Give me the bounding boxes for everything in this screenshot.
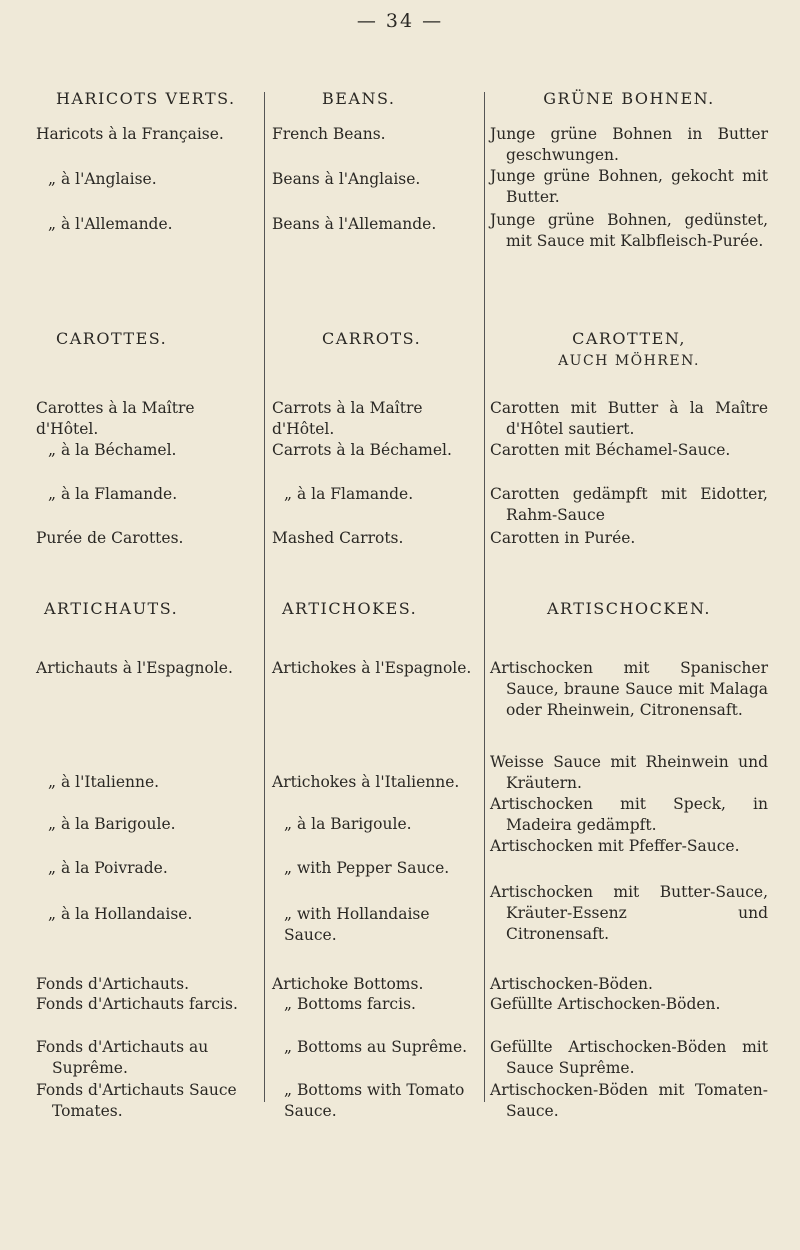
menu-item: „ à la Béchamel. [48,441,177,459]
section-heading: ARTISCHOCKEN. [546,599,712,618]
menu-item: Artischocken-Böden mit Tomaten-Sauce. [490,1081,768,1120]
column-divider [484,92,485,1102]
page-number: — 34 — [356,10,444,32]
menu-item: „ à l'Italienne. [48,773,160,791]
menu-item: Carottes à la Maître d'Hôtel. [36,399,195,438]
menu-item: Beans à l'Allemande. [272,215,437,233]
menu-item: „ Bottoms au Suprême. [284,1038,468,1056]
section-heading: CAROTTES. [56,329,168,348]
menu-item: Fonds d'Artichauts au Suprême. [36,1038,209,1077]
section-heading: CARROTS. [322,329,422,348]
menu-item: „ Bottoms with Tomato Sauce. [284,1081,465,1120]
menu-item: „ à la Flamande. [284,485,414,503]
menu-item: „ à la Flamande. [48,485,178,503]
menu-item: Artischocken mit Butter-Sauce, Kräuter-Essenz und Citronensaft. [490,883,768,943]
menu-item: Gefüllte Artischocken-Böden. [490,995,721,1013]
menu-item: Artischocken mit Speck, in Madeira gedämpft. [490,795,768,834]
menu-item: Junge grüne Bohnen, gekocht mit Butter. [490,167,768,206]
section-subheading: AUCH MÖHREN. [558,353,700,369]
menu-item: French Beans. [272,125,386,143]
menu-item: Artichokes à l'Italienne. [272,773,460,791]
menu-item: Carrots à la Maître d'Hôtel. [272,399,423,438]
menu-item: Carotten gedämpft mit Eidotter, Rahm-Sauce [490,485,768,524]
menu-item: Artichoke Bottoms. [272,975,424,993]
menu-item: Fonds d'Artichauts farcis. [36,995,238,1013]
menu-item: Junge grüne Bohnen in Butter geschwungen. [490,125,768,164]
section-heading: HARICOTS VERTS. [56,89,236,108]
menu-item: Carotten mit Butter à la Maître d'Hôtel sautiert. [490,399,768,438]
menu-item: „ à la Barigoule. [48,815,176,833]
menu-item: „ à la Poivrade. [48,859,168,877]
section-heading: ARTICHAUTS. [44,599,179,618]
menu-item: Artischocken-Böden. [490,975,653,993]
menu-item: „ à la Barigoule. [284,815,412,833]
menu-item: Artichokes à l'Espagnole. [272,659,472,677]
menu-item: Fonds d'Artichauts. [36,975,189,993]
menu-item: Artischocken mit Spanischer Sauce, braune Sauce mit Malaga oder Rheinwein, Citronensaft. [490,659,768,719]
menu-item: Artischocken mit Pfeffer-Sauce. [490,837,740,855]
menu-item: Carotten mit Béchamel-Sauce. [490,441,731,459]
menu-item: Weisse Sauce mit Rheinwein und Kräutern. [490,753,768,792]
menu-item: Carrots à la Béchamel. [272,441,452,459]
menu-item: Artichauts à l'Espagnole. [36,659,233,677]
menu-item: Haricots à la Française. [36,125,224,143]
menu-item: Beans à l'Anglaise. [272,170,421,188]
section-heading: GRÜNE BOHNEN. [543,89,715,108]
menu-item: Gefüllte Artischocken-Böden mit Sauce Suprême. [490,1038,768,1077]
menu-item: „ à l'Allemande. [48,215,173,233]
menu-item: Mashed Carrots. [272,529,404,547]
menu-item: „ à l'Anglaise. [48,170,157,188]
menu-item: „ Bottoms farcis. [284,995,416,1013]
menu-item: „ with Pepper Sauce. [284,859,450,877]
menu-item: Fonds d'Artichauts Sauce Tomates. [36,1081,237,1120]
section-heading: ARTICHOKES. [282,599,418,618]
section-heading: BEANS. [322,89,396,108]
menu-item: „ à la Hollandaise. [48,905,193,923]
column-divider [264,92,265,1102]
menu-item: „ with Hollandaise Sauce. [284,905,430,944]
menu-item: Junge grüne Bohnen, gedünstet, mit Sauce mit Kalbfleisch-Purée. [490,211,768,250]
section-heading: CAROTTEN, [572,329,686,348]
menu-item: Carotten in Purée. [490,529,636,547]
menu-item: Purée de Carottes. [36,529,184,547]
